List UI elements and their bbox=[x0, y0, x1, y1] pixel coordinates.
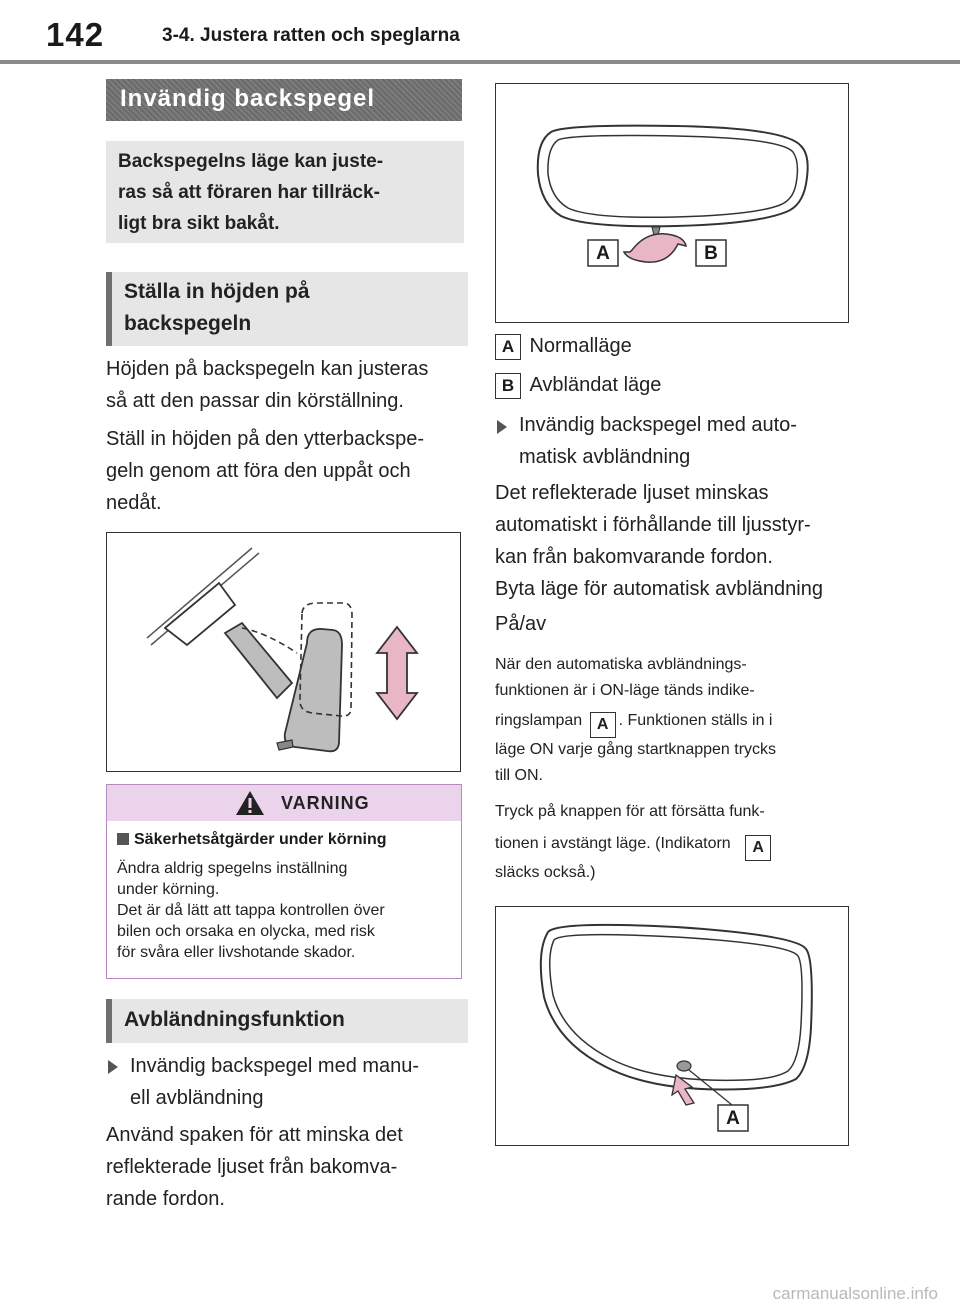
paragraph-line: Höjden på backspegeln kan justeras bbox=[106, 358, 429, 380]
warning-subheading-text: Säkerhetsåtgärder under körning bbox=[134, 831, 387, 848]
paragraph-line: rande fordon. bbox=[106, 1188, 225, 1210]
mirror-auto-illustration bbox=[496, 907, 848, 1145]
mirror-height-illustration bbox=[107, 533, 460, 771]
intro-line: ligt bra sikt bakåt. bbox=[118, 213, 280, 234]
warning-line: bilen och orsaka en olycka, med risk bbox=[117, 923, 375, 940]
intro-box bbox=[106, 141, 464, 243]
page-number: 142 bbox=[46, 16, 105, 53]
figure-mirror-height bbox=[106, 532, 461, 772]
warning-line: Ändra aldrig spegelns inställning bbox=[117, 860, 348, 877]
fig-label-b: B bbox=[704, 243, 718, 264]
note-line: funktionen är i ON-läge tänds indike- bbox=[495, 682, 755, 699]
paragraph-line: nedåt. bbox=[106, 492, 162, 514]
square-bullet-icon bbox=[117, 833, 129, 845]
paragraph-line: Det reflekterade ljuset minskas bbox=[495, 482, 769, 504]
legend-dimmed bbox=[495, 373, 661, 399]
paragraph-line: geln genom att föra den uppåt och bbox=[106, 460, 411, 482]
label-a-badge: A bbox=[495, 334, 521, 360]
note-line: läge ON varje gång startknappen trycks bbox=[495, 741, 777, 758]
warning-subheading bbox=[117, 831, 387, 849]
note-line: släcks också.) bbox=[495, 864, 596, 881]
paragraph-line: Ställ in höjden på den ytterbackspe- bbox=[106, 428, 424, 450]
paragraph-line: så att den passar din körställning. bbox=[106, 390, 404, 412]
bullet-line: ell avbländning bbox=[130, 1087, 264, 1109]
heading-line: Ställa in höjden på bbox=[124, 280, 310, 303]
switch-label: Byta läge för automatisk avbländning bbox=[495, 578, 823, 600]
note-line-indicator bbox=[495, 835, 771, 861]
fig-label-a: A bbox=[596, 243, 610, 264]
note-line: till ON. bbox=[495, 767, 543, 784]
on-off-label: På/av bbox=[495, 613, 547, 635]
arrow-bullet-icon bbox=[108, 1060, 118, 1079]
paragraph-line: Använd spaken för att minska det bbox=[106, 1124, 403, 1146]
heading-dimming-function bbox=[106, 999, 468, 1043]
label-a-badge: A bbox=[590, 712, 616, 738]
arrow-bullet-icon bbox=[497, 420, 507, 439]
paragraph-line: automatiskt i förhållande till ljusstyr- bbox=[495, 514, 811, 536]
bullet-line: Invändig backspegel med manu- bbox=[130, 1055, 420, 1077]
label-a-badge: A bbox=[745, 835, 771, 861]
legend-normal bbox=[495, 334, 632, 360]
warning-line: under körning. bbox=[117, 881, 220, 898]
warning-title: VARNING bbox=[281, 793, 370, 813]
figure-auto-dimming bbox=[495, 906, 849, 1146]
note-text: tionen i avstängt läge. (Indikatorn bbox=[495, 835, 731, 852]
legend-text: Normalläge bbox=[529, 335, 632, 357]
section-title: Invändig backspegel bbox=[120, 85, 376, 112]
note-text: . Funktionen ställs in i bbox=[618, 712, 773, 729]
mirror-manual-illustration bbox=[496, 84, 848, 322]
warning-line: Det är då lätt att tappa kontrollen över bbox=[117, 902, 385, 919]
heading-line: backspegeln bbox=[124, 312, 252, 335]
note-line: Tryck på knappen för att försätta funk- bbox=[495, 803, 765, 820]
fig-label-a: A bbox=[726, 1108, 740, 1129]
warning-box bbox=[106, 784, 462, 979]
bullet-line: matisk avbländning bbox=[519, 446, 691, 468]
header-rule bbox=[0, 60, 960, 64]
note-text: ringslampan bbox=[495, 712, 583, 729]
warning-header bbox=[107, 785, 461, 821]
note-line: När den automatiska avbländnings- bbox=[495, 656, 747, 673]
intro-line: Backspegelns läge kan juste- bbox=[118, 151, 384, 172]
heading-text: Avbländningsfunktion bbox=[124, 1008, 345, 1031]
paragraph-line: reflekterade ljuset från bakomva- bbox=[106, 1156, 398, 1178]
figure-manual-dimming bbox=[495, 83, 849, 323]
intro-line: ras så att föraren har tillräck- bbox=[118, 182, 380, 203]
note-line-indicator bbox=[495, 712, 772, 738]
legend-text: Avbländat läge bbox=[529, 374, 662, 396]
warning-icon bbox=[235, 790, 265, 816]
paragraph-line: kan från bakomvarande fordon. bbox=[495, 546, 773, 568]
heading-adjust-height bbox=[106, 272, 468, 346]
section-title-box bbox=[106, 79, 462, 121]
bullet-line: Invändig backspegel med auto- bbox=[519, 414, 797, 436]
chapter-title: 3-4. Justera ratten och speglarna bbox=[162, 25, 460, 46]
warning-line: för svåra eller livshotande skador. bbox=[117, 944, 356, 961]
watermark: carmanualsonline.info bbox=[772, 1284, 938, 1303]
label-b-badge: B bbox=[495, 373, 521, 399]
